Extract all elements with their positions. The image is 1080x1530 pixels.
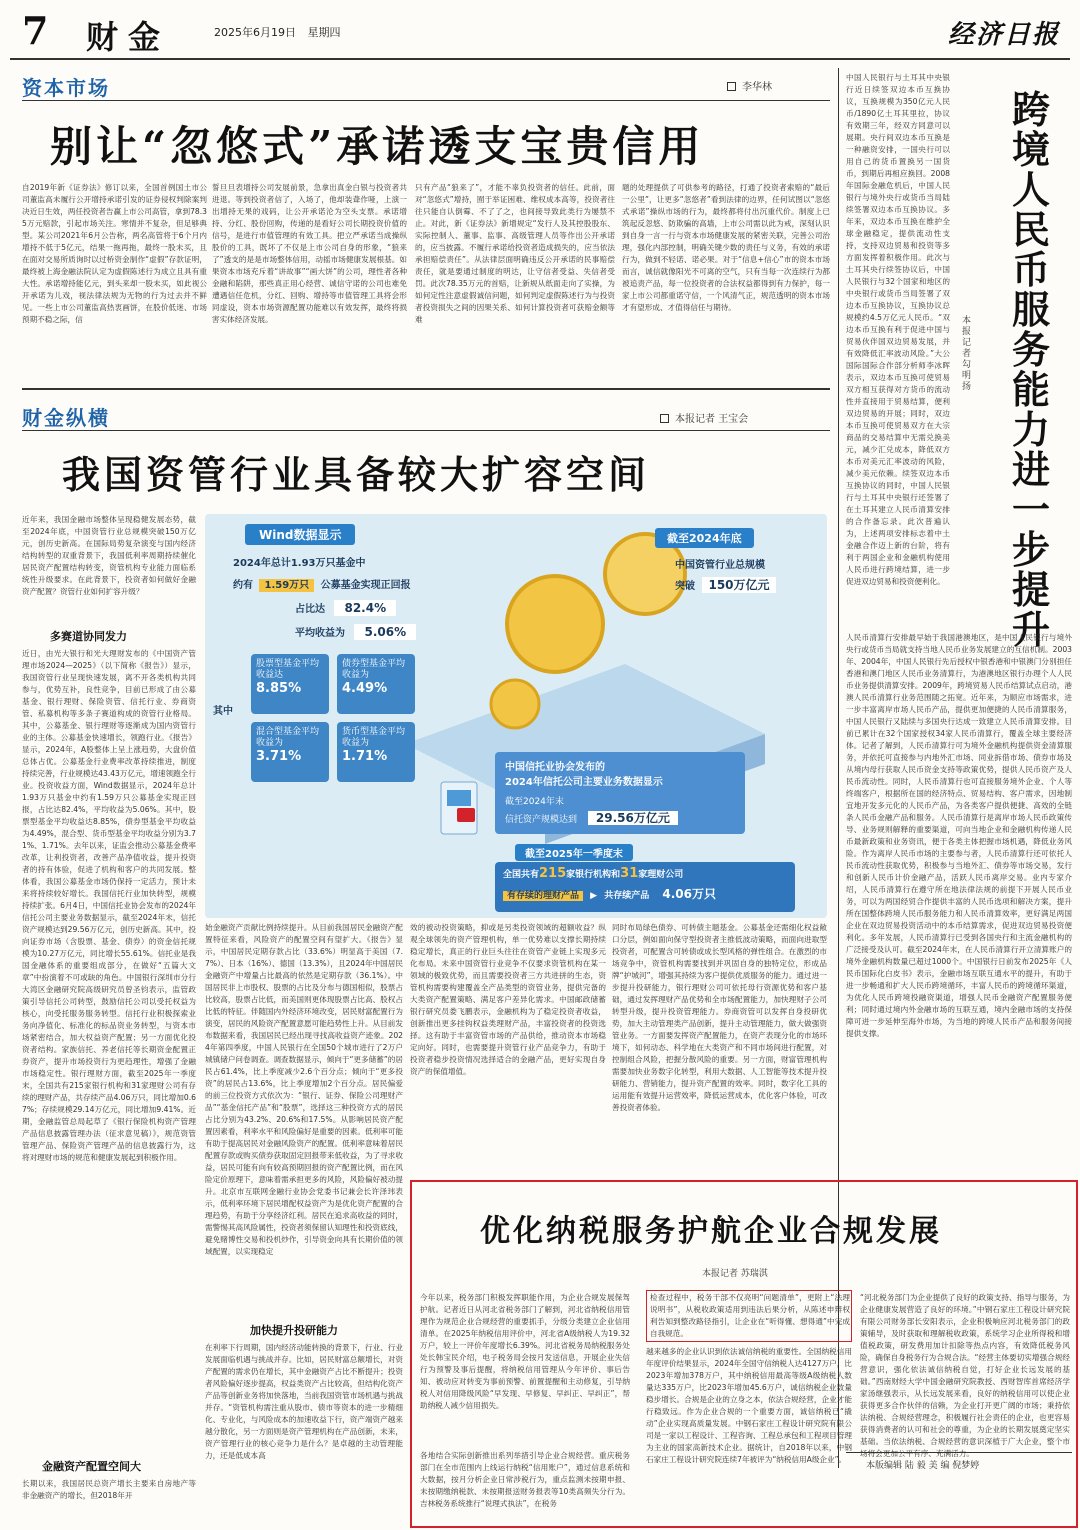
tax-col-3: “河北税务部门为企业提供了良好的政策支持、指导与服务，为企业健康发展营造了良好的环境。”中钢石家庄工程设计研究院有限公司财务部长安阳表示，企业积极响应河北税务部门的政策辅导，及时获取和理解税收政策，系统学习企业所得税和增值税政策，研发费用加计扣除等热点内容，有效降低税务风险，确保自身税务行为合规合法。“经营主体要切实增强合规经营意识，强化依法诚信纳税自觉，打好企业长远发展的基础。”西南财经大学中国金融研究院教授、西财智库首席经济学家汤继强表示，从长远发展来看，良好的纳税信用可以使企业获得更多合作伙伴的信赖，为企业打开更广阔的市场；秉持依法纳税、合规经营理念，积极履行社会责任的企业，也更容易获得消费者的认可和社会的尊重，为企业的长期发展奠定坚实基础。当依法纳税、合规经营的意识深植于广大企业，整个市场将会更加公平有序、充满活力。 — [860, 1293, 1070, 1458]
fund-box-value: 8.85% — [256, 681, 302, 696]
capital-col-2: 誓旦旦表增持公司发展前景，急拿出真金白银与投资者共进退。等到投资者信了，入场了，他却装聋作哑，上演一出增持无果的戏码，让公开承诺沦为空头支票。承诺增持、分红、股份回购，传递的是看好公司长期投资价值的信号，是进行市值管理的有效工具。把立严承诺当成操纵股价的工具，既坏了不仅是上市公司自身的形象，“狼来了”透支的是是市场整体信用，动摇市场健康发展根基。如果资本市场充斥着“讲故事”“画大饼”的公司，理性者各种金融和陷阱，那些真正用心经营、诚信守诺的公司也难免遭遇信任危机，分红、回购、增持等市值管理工具将会形同虚设，资本市场资源配置功能难以有效发挥，最终将损害实体经济发展。 — [212, 183, 407, 324]
q1-text: 全国共有 — [503, 870, 540, 880]
trust-value: 29.56万亿元 — [588, 811, 678, 825]
author-name: 李华林 — [742, 82, 772, 93]
tax-col-2a: 检查过程中，税务干部不仅亮明“问题清单”，更附上“法理说明书”，从税收政策适用到违法后果分析，从陈述申辩权利告知到整改路径指引，让企业在“听得懂、想得通”中完成自我规范。 — [650, 1293, 850, 1338]
trust-card — [495, 752, 745, 834]
header-divider — [10, 58, 1070, 60]
author-name: 本报记者 王宝会 — [675, 414, 749, 425]
q1-line-2 — [503, 885, 787, 902]
card-icon — [457, 808, 475, 822]
trust-title: 中国信托业协会发布的 — [505, 762, 605, 773]
fund-box-mixed — [251, 722, 329, 782]
asset-col-2c: 效的被动投资策略，抑或是另类投资领域的超额收益？纵观全球领先的资产管理机构，单一优势难以支撑长期持续稳定增长，真正的行业巨头往往在资管产业链上实现多元化布局。未来中国资管行业竞争不仅要求资管机构在某一领域的极致优势，而且需要投资者三方共进拼的生态，资管机构需要构建覆盖全产品类型的资管业务，提供完备的大类资产配置策略、满足客户差异化需求。中国邮政储蓄银行研究员娄飞鹏表示，金融机构为了稳定投资者收益，创新推出更多挂钩权益类理财产品，丰富投资者的投资选择。这有助于丰富资管市场的产品供给，推动资本市场稳定向好。同时，也需要提升资管行业产品竞争力，有助于投资者稳步投资情况选择适合的金融产品，更好实现自身资产的保值增值。 — [410, 923, 606, 1076]
section-label-asset: 财金纵横 — [22, 406, 110, 430]
q1-total-value: 4.06万只 — [662, 887, 716, 901]
section-rule — [22, 430, 830, 431]
fund-box-bond — [337, 654, 415, 714]
fund-box-stock — [251, 654, 329, 714]
tax-col-1b: 各地结合实际创新推出系列举措引导企业合规经营。重庆税务部门在全市范围内上线运行纳税“信用账户”，通过信息系统和大数据，按月分析企业日常涉税行为，重点监测未按期申报、未按期缴纳税款、未按期报送财务报表等10类高频失分行为。吉林税务系统推行“说理式执法”，在税务 — [420, 1451, 630, 1508]
scale-prefix: 突破 — [675, 581, 695, 592]
q1-text: 家银行机构和 — [566, 870, 621, 880]
capital-col-3: 只有产品“狼来了”，才能不辜负投资者的信任。此前，面对“忽悠式”增持，囿于举证困难、维权成本高等，投资者往往只能自认倒霉、不了了之，也间接导致此类行为屡禁不止。对此，新《证券法》新增规定“发行人及其控股股东、实际控制人、董事、监事、高级管理人员等作出公开承诺的，应当披露。不履行承诺给投资者造成损失的，应当依法承担赔偿责任”。从法律层面明确违反公开承诺的民事赔偿责任，就是要通过制度的明达，让守信者受益、失信者受罚。此次78.35万元的首赔，让新规从纸面走向了实操，为如何定性注意虚假诚信问题，如何判定虚假陈述行为与投资者投资损失之间的因果关系、如何计算投资者可获赔金额等难 — [415, 183, 615, 324]
trust-label: 信托资产规模达到 — [505, 815, 578, 825]
asset-col-2b: 在利率下行周期，国内经济动能转换的背景下，行业、行业发展面临机遇与挑战并存。比如，居民财富总额增长，对资产配置的需求仍在增长，其中金融资产占比不断提升；投资者风险偏好逐步提高，权益类资产占比较高，但结构化资产产品等创新业务将加快落地，当前我国资管市场机遇与挑战并存。“资管机构需注重从股市、债市等资本的进一步精细化、专业化，与风险成本的加速收益下行，资产端资产越来越分散化，另一方面则是资产管理机构在产品创新，未来，资产管理行业的核心竞争力是什么？是卓越的主动管理能力，还是低成本高 — [205, 1343, 403, 1460]
avg-stat — [295, 624, 416, 639]
headline-capital: 别让“忽悠式”承诺透支宝贵信用 — [50, 122, 705, 171]
q1-product-label: 有存续的理财产品 — [503, 891, 583, 901]
fund-box-label: 货币型基金平均收益为 — [342, 727, 406, 748]
tax-col-2b: 越来越多的企业认识到依法诚信纳税的重要性。全国纳税信用年度评价结果显示，2024年全国守信纳税人达4127万户，比2023年增加378万户，其中纳税信用最高等级A级纳税人数量达335万户，比2023年增加45.6万户，诚信纳税企业数量稳步增长。合规是企业的立身之本，依法合规经营，企业才能行稳致远。作为企业合规的一个重要方面，诚信纳税已“撬动”企业实现高质量发展。中钢石家庄工程设计研究院有限公司是一家以工程设计、工程咨询、工程总承包和工程项目管理为主业的国家高新技术企业。据统计，自2018年以来，中钢石家庄工程设计研究院连续7年被评为“纳税信用A级企业”。 — [646, 1347, 852, 1464]
subhead-1: 多赛道协同发力 — [50, 630, 127, 643]
trust-subtitle: 2024年信托公司主要业务数据显示 — [505, 777, 663, 788]
q1-card — [495, 862, 795, 912]
editor-credit: 本版编辑 陆 毅 美 编 倪梦婷 — [866, 1461, 980, 1471]
avg-label: 平均收益为 — [295, 628, 345, 639]
asset-col-1b: 近日，由光大银行和光大理财发布的《中国资产管理市场2024—2025》（以下简称《报告》）显示，我国资管行业呈现快速发展，离不开各类机构共同参与，优势互补，良性竞争，目前已形成了由公募基金、银行理财、保险资管、信托行业、券商资管、私募机构等多条子赛道构成的资管行业格局。其中，公募基金、银行理财等逐渐成为国内资管行业的主体。公募基金快速增长，领跑行业。《报告》显示，2024年，A股整体上呈上涨趋势，大盘价值总体占优。公募基金行业费率改革持续推进，制度持续完善，行业规模达43.43万亿元，增速领跑全行业。投资收益方面，Wind数据显示，2024年总计1.93万只基金中约有1.59万只公募基金实现正回报，占比达82.4%，平均收益为5.06%。其中，股票型基金平均收益达8.85%，债券型基金平均收益为4.49%，混合型、货币型基金平均收益分别为3.71%、1.71%。去年以来，证监会推动公募基金费率改革，让利投资者，改善产品净值收益，提升投资者的持有体验，促进了机构和客户的共同发展。整体看，我国公募基金市场仍保持一定活力，预计未来将持续较好增长。我国信托行业加快转型，规模持续扩张。6月4日，中国信托业协会发布的2024年信托公司主要业务数据显示，截至2024年末，信托资产规模达到29.56万亿元，创历史新高。其中，投向证券市场（含股票、基金、债券）的资金信托规模为10.27万亿元，同比增长55.61%。信托业是我国金融体系的重要组成部分，在做好“五篇大文章”中扮演着不可或缺的角色。中国银行深圳市分行大湾区金融研究院高级研究员曾圣钧表示，监管政策引导信托公司转型，鼓励信托公司以受托权益为核心，向受托服务服务转型。信托行业积极探索业务向净值化、标准化的标品资业务转型，与资本市场紧密结合，加大权益资产配置；另一方面优化投资者结构。家族信托、养老信托等长期资金配置正券资产，提升市场投资行为更趋理性，增强了金融市场稳定性。银行理财方面，截至2025年一季度末，全国共有215家银行机构和31家理财公司有存续的理财产品，共存续产品4.06万只，同比增加0.67%；存续规模29.14万亿元，同比增加9.41%。近期，金融监管总局起草了《银行保险机构资产管理产品信息披露管理办法（征求意见稿）》，规范资管管理产品、保险资产管理产品的信息披露行为，这将对理财市场的规范和健康发展起到积极作用。 — [22, 649, 196, 1162]
fund-box-value: 3.71% — [256, 749, 302, 764]
masthead-logo: 经济日报 — [947, 20, 1060, 50]
weekday-text: 星期四 — [307, 26, 341, 39]
section-label-capital: 资本市场 — [22, 76, 110, 100]
among-label: 其中 — [213, 706, 233, 717]
q1-text: 家理财公司 — [638, 870, 684, 880]
subhead-2: 金融资产配置空间大 — [42, 1460, 141, 1473]
section-rule — [22, 100, 830, 101]
eoy-tag: 截至2024年底 — [655, 528, 754, 548]
scale-title: 中国资管行业总规模 — [675, 560, 765, 571]
wind-title: Wind数据显示 — [245, 524, 355, 545]
bullet-square-icon — [660, 414, 669, 423]
coin-icon — [491, 680, 539, 728]
author-capital — [727, 78, 772, 93]
divider — [22, 388, 830, 390]
crossborder-top-col: 中国人民银行与土耳其中央银行近日续签双边本币互换协议，互换规模为350亿元人民币/1890亿土耳其里拉，协议有效期三年，经双方同意可以展期。央行间双边本币互换是一种融资安排，一国央行可以用自己的货币置换另一国货币，到期后再相应换回。2008年国际金融危机后，中国人民银行与境外央行或货币当局陆续签署双边本币互换协议。多年来，双边本币互换在维护全球金融稳定，提供流动性支持，支持双边贸易和投资等多方面发挥着积极作用。此次与土耳其央行续签协议后，中国人民银行与32个国家和地区的中央银行或货币当局签署了双边本币互换协议，互换协议总规模约4.5万亿元人民币。“双边本币互换有利于促进中国与贸易伙伴国双边贸易发展，并有效降低汇率波动风险。”大公国际国际合作部分析师李冰晖表示，双边本币互换可使贸易双方相互获得对方货币的流动性并直接用于贸易结算，便利双边贸易的开展；同时，双边本币互换可使贸易双方在大宗商品的交易结算中无需兑换美元，减少汇兑成本，降低双方本币对美元汇率波动的风险，减少美元依赖。续签双边本币互换协议的同时，中国人民银行与土耳其中央银行还签署了在土耳其建立人民币清算安排的合作备忘录。此次普遍认为，上述两项安排标志着中土金融合作迈上新的台阶，将有利于两国企业和金融机构使用人民币进行跨境结算，进一步促进双边贸易和投资便利化。 — [846, 73, 950, 586]
trust-stat — [505, 809, 735, 826]
wind-positive — [233, 576, 411, 591]
issue-date — [214, 24, 341, 40]
fund-box-value: 1.71% — [342, 749, 388, 764]
fund-box-label: 混合型基金平均收益为 — [256, 727, 320, 748]
share-label: 占比达 — [295, 604, 325, 615]
wind-pos-value: 1.59万只 — [259, 579, 314, 592]
date-text: 2025年6月19日 — [214, 26, 296, 39]
q1-tag: 截至2025年一季度末 — [515, 844, 633, 861]
byline-crossborder: 本报记者 勾明扬 — [962, 316, 972, 392]
infographic — [205, 514, 827, 918]
bullet-square-icon — [727, 82, 736, 91]
subhead-3: 加快提升投研能力 — [250, 1324, 338, 1337]
headline-tax: 优化纳税服务护航企业合规发展 — [480, 1214, 942, 1249]
arrow-right-icon: ▶ — [590, 891, 598, 901]
wind-total: 2024年总计1.93万只基金中 — [233, 558, 366, 569]
capital-col-4: 题的处理提供了可供参考的路径，打通了投资者索赔的“最后一公里”，让更多“忽悠者”看到法律的边界，任何试图以“忽悠式承诺”操纵市场的行为，最终都将付出沉重代价。制度上已筑起反忽悠、防欺骗的高墙，上市公司需以此为戒，深刻认识到自身一言一行与资本市场健康发展的紧密关联，完善公司治理，强化内部控制，明确关键少数的责任与义务，有效的承诺行为，做到不轻诺、诺必果。对于“信息+信心”市的资本市场而言，诚信就像阳光不可离的空气，只有当每一次连续行为都被追责产品，每一位投资者的合法权益都得到有力保护，每一家上市公司都重诺守信，一个风清气正，规范透明的资本市场才有望形成、才值得信任与期待。 — [622, 183, 830, 312]
q1-total-label: 共存续产品 — [604, 891, 650, 901]
fund-box-label: 债券型基金平均收益为 — [342, 659, 406, 680]
page-number: 7 — [22, 8, 49, 53]
headline-crossborder: 跨境人民币服务能力进一步提升 — [1012, 87, 1051, 652]
capital-col-1: 自2019年新《证券法》修订以来，全国首例国土市公司董监高未履行公开增持承诺引发的证券侵权判除案判决近日生效，两任投资者告赢上市公司高管，拿到78.35万元赔款，引起市场关注。寒情并不复杂，但足够典型。某公司2021年6月公告称，两名高管将于6个月内增持不低于5亿元，结果一拖再拖，最终一股未买，且在面对交易所质询时以过桥资金制作“虚假”存款证明，最终被上海金融法院认定为虚假陈述行为成立且具有重大性。承诺增持能亿元，到头来却一股未买，如此视公开承诺为儿戏，视法律法规为无物的行为过去并不鲜见。一些上市公司董监高热衷画饼，在股价低迷、市场预期不稳之际，信 — [22, 183, 207, 324]
q1-line-1 — [503, 866, 787, 881]
scale-stat — [675, 576, 776, 593]
q1-banks: 215 — [539, 866, 567, 881]
trust-date: 截至2024年末 — [505, 797, 564, 807]
asset-col-2: 始金融资产贡献比例持续提升。从目前我国居民金融资产配置特征来看，风险资产的配置空间有望扩大。《报告》显示，中国居民定期存款占比（33.6%）明显高于美国（7.7%）、日本（16%）、德国（13.3%），且2024年中国居民金融资产中增量占比最高的依然是定期存款（36.1%）。中国居民非上市股权、股票的占比及分布与德国相似，股票占比较高，股票占比低，而美国则更体现股票占比高、股权占比低的特征。伴随国内外经济环境改变，居民财富配置行为演变，居民的风险资产配置意愿可能趋势性上升。从目前发布数据来看，我国居民已经出现寻找高收益资产迹象。2024年第四季度，中国人民银行在全国50个城市进行了2万户城镇储户问卷调查。调查数据显示，倾向于“更多储蓄”的居民占61.4%，比上季度减少2.6个百分点；倾向于“更多投资”的居民占13.6%，比上季度增加2个百分点。居民偏爱的前三位投资方式依次为：“银行、证券、保险公司理财产品”“基金信托产品”和“股票”，选择这三种投资方式的居民占比分别为43.2%、20.6%和17.5%。从影响居民资产配置因素看，利率水平和风险偏好是重要的因素。低利率可能有助于提高居民对金融风险资产的配置。低利率意味着居民配置存款或购买债券获取固定回报带来低收益，为了寻求收益，居民可能有向有较高预期回报的资产配置比例，而在风险定价原理下，意味着需承担更多的风险，风险偏好被动提升。北京市互联网金融行业协会党委书记兼会长许泽玮表示，低利率环境下居民增配权益资产为是优化资产配置的合理趋势，有助于分享经济红利。居民在追求高收益的同时，需警惕其高风险属性，投资者须保留认知理性和投资底线，避免赌博性交易和投机炒作，引导资金向具有长期价值的领域配置，以实现稳定 — [205, 923, 403, 1256]
author-asset — [660, 410, 748, 425]
share-value: 82.4% — [334, 600, 396, 616]
section-name: 财金 — [86, 18, 171, 56]
fund-box-value: 4.49% — [342, 681, 388, 696]
fund-box-label: 股票型基金平均收益达 — [256, 659, 320, 680]
scale-value: 150万亿元 — [702, 577, 775, 593]
avg-value: 5.06% — [354, 624, 416, 640]
crossborder-bottom-col: 人民币清算行安排最早始于我国港澳地区，是中国人民银行与境外央行或货币当局就支持当地人民币业务发展建立的互信机制。2003年、2004年，中国人民银行先后授权中银香港和中银澳门分别担任香港和澳门地区人民币业务清算行，为港澳地区银行办理个人人民币业务提供清算安排。2009年，跨境贸易人民币结算试点启动，港澳人民币清算行业务范围随之拓宽。近年来，为顺应市场需求，进一步丰富离岸市场人民币产品，提供更加便捷的人民币清算服务，中国人民银行又陆续与多国央行达成一致建立人民币清算安排。目前已累计在32个国家授权34家人民币清算行，覆盖全球主要经济体。记者了解到，人民币清算行可为境外金融机构提供资金清算服务，并依托可直接参与内地外汇市场、同业拆借市场、债券市场及从境内母行获取人民币资金支持等政策优势，提供人民币资产及人民币流动性。同时，人民币清算行也可直接服务境外企业、个人等终端客户，根据所在国的经济特点、贸易结构、客户需求，因地制宜地开发多元化的人民币产品，为各类客户提供便捷、高效的全链条人民币金融产品和服务。人民币清算行是离岸市场人民币政策传导、业务规则解释的重要渠道，可向当地企业和金融机构传递人民币最新政策和业务资讯，便于各类主体把握市场机遇，降低业务风险。作为离岸人民币市场的主要参与者，人民币清算行还可依托人民币流动性获取优势，积极参与当地外汇、债券等市场交易，发行和创新人民币计价金融产品，活跃人民币离岸交易。业内专家介绍，人民币清算行在遵守所在地法律法规的前提下开展人民币业务，可以为两国经贸合作提供丰富的人民币选项和解决方案，提升所在国整体跨境人民币服务能力和人民币清算效率，更好满足两国企业在双边贸易投资活动中的本币结算需求，促进双边贸易投资便利化。多年发展，人民币清算行已受到各国央行和主流金融机构的广泛接受及认可。截至2024年末，在人民币清算行开立清算账户的境外金融机构数量已超过1000个。中国银行日前发布2025年《人民币国际化白皮书》表示，金融市场互联互通水平的提升，有助于进一步畅通和扩大人民币跨境循环，丰富人民币的跨境循环渠道，为优化人民币跨境投融资渠道，增强人民币金融资产配置服务便利；同时通过境内外金融市场的互联互通，境内金融市场的支持保障可进一步延伸至海外市场，为当地的跨境人民币产品和服务间接提供支撑。 — [846, 633, 1072, 1038]
share-stat — [295, 600, 396, 615]
tax-col-1: 今年以来，税务部门积极发挥职能作用，为企业合规发展保驾护航。记者近日从河北省税务部门了解到，河北省纳税信用管理作为规范企业合规经营的重要抓手，分级分类建立企业信用清单。在2025年纳税信用评价中，河北省A级纳税人为19.32万户，较上一评价年度增长6.39%。河北省税务局纳税服务处处长韩宝民介绍，电子税务局会按月发送信息，开展企业失信行为预警及事后提醒，将纳税信用管理从今年评价、事后告知、被动应对转变为事前预警、前置提醒和主动修复，引导纳税人对信用降级风险“早发现、早修复、早纠正、早纠正”，帮助纳税人减少信用损失。 — [420, 1293, 630, 1410]
asset-col-3: 同时布局绿色债券、可转债主题基金。公募基金还需细化权益敞口分层，例如面向保守型投资者主推低波动策略，而面向进取型投资者，可配置含可转债或成长型风格的弹性组合。在激烈的市场竞争中，资管机构需要找到并巩固自身的独特定位，形成品牌“护城河”，增强其持续为客户提供优质服务的能力。通过进一步提升投研能力，银行理财公司可依托母行资源优势和客户基础，通过发挥理财产品优势和全市场配置能力，加快理财子公司转型升级，提升投资管理能力。券商资管可以发挥自身投研优势，加大主动管理类产品创新，提升主动管理能力，做大做强资管业务。一方面要发挥资产配置能力，在资产表现分化的市场环境下，如何动态、科学地在大类资产和不同市场间进行配置，对控制组合风险，把握分散风险的重要。另一方面，财富管理机构需要加快业务数字化转型，利用大数据、人工智能等技术提升投研能力、营销能力，提升资产配置的效率。同时，数字化工具的运用能有效提升运营效率，降低运营成本，优化客户体验，可改善投资者体验。 — [612, 923, 827, 1112]
coin-icon — [507, 576, 603, 672]
byline-tax: 本报记者 苏瑞淇 — [702, 1269, 768, 1279]
wind-pos-suffix: 公募基金实现正回报 — [320, 580, 411, 591]
q1-companies: 31 — [620, 866, 639, 881]
wind-pos-prefix: 约有 — [233, 580, 253, 591]
asset-col-1a: 近年来，我国金融市场整体呈现稳健发展态势，截至2024年底，中国资管行业总规模突破150万亿元，创历史新高。在国际局势复杂演变与国内经济结构转型的双重背景下，我国低利率周期持续催化居民资产配置结构转变，资管机构专业能力面临系统性升级要求。在此背景下，投资者如何做好金融资产配置？资管行业如何扩容升级？ — [22, 515, 196, 596]
headline-asset: 我国资管行业具备较大扩容空间 — [62, 452, 651, 497]
fund-box-money — [337, 722, 415, 782]
asset-col-1d: 长期以来，我国居民总资产增长主要来自房地产等非金融资产的增长，但2018年开 — [22, 1479, 196, 1500]
